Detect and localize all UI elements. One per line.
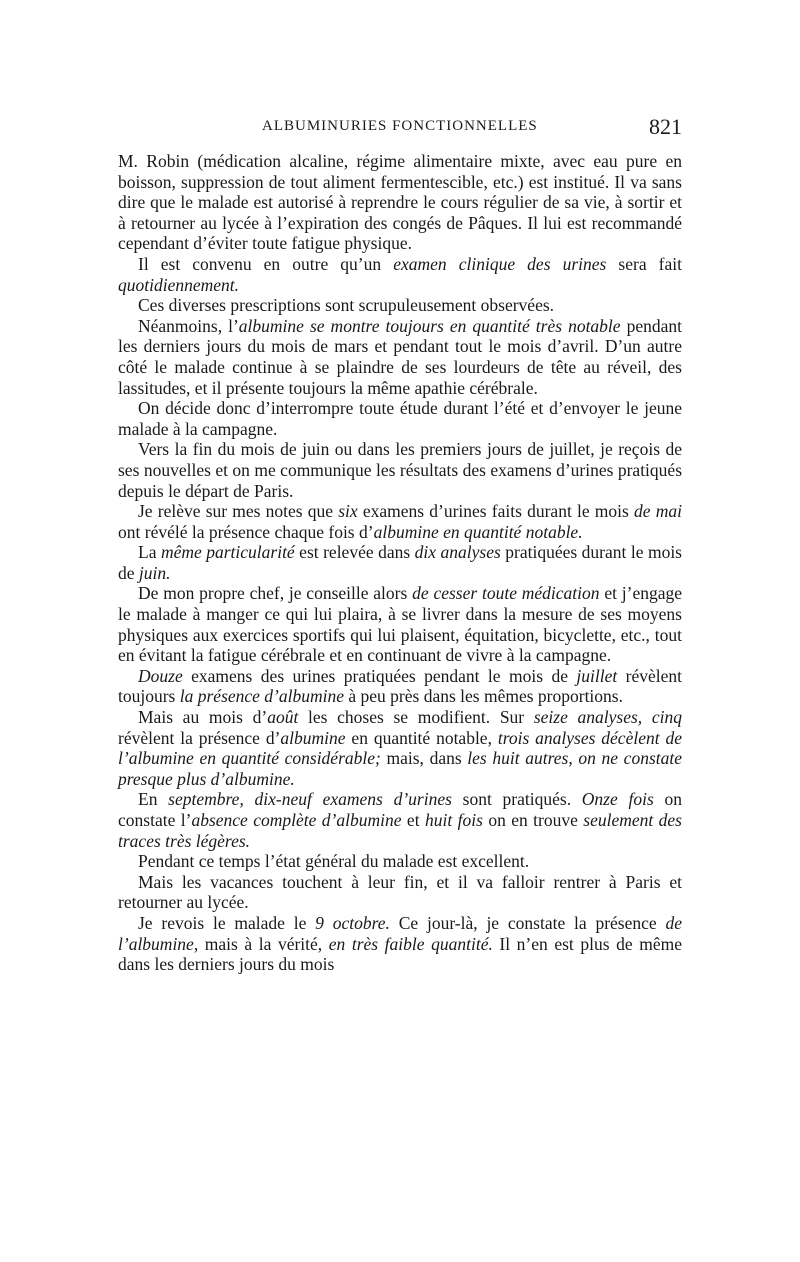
text-run: Ce jour-là, je constate la présence — [389, 912, 666, 933]
text-run: en quantité notable, — [345, 727, 498, 748]
text-run: révèlent toujours — [118, 665, 683, 707]
text-run: pratiquées durant le mois de — [118, 542, 682, 583]
text-run: sont pratiqués. — [451, 789, 582, 810]
italic-text: de cesser toute médication — [412, 583, 600, 604]
italic-text: septembre, dix-neuf examens d’urines — [168, 789, 452, 810]
italic-text: juillet — [576, 665, 618, 686]
italic-text: juin. — [138, 562, 171, 583]
italic-text: absence complète d’albumine — [191, 810, 402, 830]
page-header — [120, 114, 682, 144]
italic-text: albumine en quantité notable. — [373, 521, 583, 542]
paragraph — [118, 316, 682, 398]
text-run: et — [401, 810, 425, 830]
paragraph — [118, 151, 682, 254]
text-run: Il n’en est plus de même dans les derniers jours du mois — [118, 933, 682, 975]
paragraph — [118, 295, 682, 316]
text-run: est relevée dans — [294, 542, 415, 563]
page-number: 821 — [649, 114, 682, 139]
text-run: En — [138, 789, 169, 810]
text-run: Je relève sur mes notes que — [138, 501, 339, 522]
italic-text: de mai — [634, 501, 682, 522]
running-title: ALBUMINURIES FONCTIONNELLES — [262, 118, 538, 134]
text-run: M. Robin (médication alcaline, régime alimentaire mixte, avec eau pure en boisson, suppression de tout aliment fermentescible, etc.) est institué. Il va sans dire que le malade est autorisé à reprendre le cours régulier de sa vie, à sortir et à retourner au lycée à l’expiration des congés de Pâques. Il lui est recommandé cependant d’éviter toute fatigue physique. — [118, 151, 682, 254]
italic-text: trois analyses décèlent de l’albumine en quantité considérable; — [118, 727, 682, 769]
text-run: Ces diverses prescriptions sont scrupuleusement observées. — [138, 295, 555, 316]
text-run: ont révélé la présence chaque fois d’ — [118, 521, 374, 542]
paragraph — [118, 254, 682, 295]
italic-text: la présence d’albumine — [179, 686, 345, 707]
italic-text: albumine — [280, 727, 346, 748]
text-run: à peu près dans les mêmes proportions. — [344, 686, 623, 707]
paragraph — [118, 707, 682, 789]
paragraph — [118, 666, 682, 707]
text-run: les choses se modifient. Sur — [298, 707, 534, 728]
text-run: examens des urines pratiquées pendant le mois de — [182, 665, 577, 686]
text-run: examens d’urines faits durant le mois — [357, 501, 635, 522]
italic-text: Onze fois — [581, 789, 654, 810]
italic-text: quotidiennement. — [118, 274, 240, 295]
text-run: Néanmoins, l’ — [138, 315, 239, 336]
text-run: On décide donc d’interrompre toute étude durant l’été et d’envoyer le jeune malade à la campagne. — [118, 398, 682, 439]
paragraph — [118, 913, 682, 975]
paragraph — [118, 789, 682, 851]
italic-text: seize analyses, cinq — [533, 707, 682, 728]
paragraph — [118, 872, 682, 913]
text-run: et j’engage le malade à manger ce qui lui plaira, à se livrer dans la mesure de ses moyens physiques aux exercices sportifs qui lui plaisent, équitation, bicyclette, etc., tout en évitant la fatigue cérébrale et en continuant de vivre à la campagne. — [118, 583, 682, 666]
italic-text: en très faible quantité. — [328, 933, 493, 954]
italic-text: Douze — [138, 665, 183, 686]
italic-text: même particularité — [160, 542, 295, 563]
italic-text: six — [338, 501, 358, 522]
text-run: De mon propre chef, je conseille alors — [138, 583, 413, 604]
text-run: mais, dans — [380, 748, 468, 769]
body-text — [118, 151, 682, 975]
italic-text: 9 octobre. — [315, 912, 390, 933]
italic-text: albumine se montre toujours en quantité très notable — [238, 315, 621, 336]
italic-text: dix analyses — [414, 542, 501, 563]
paragraph — [118, 398, 682, 439]
paragraph — [118, 851, 682, 872]
italic-text: les huit autres, on ne constate presque plus d’albumine. — [118, 748, 682, 789]
text-run: sera fait — [606, 253, 682, 274]
italic-text: huit fois — [424, 810, 483, 830]
text-run: on en trouve — [482, 810, 584, 830]
text-run: La — [138, 542, 161, 563]
text-run: on constate l’ — [118, 789, 683, 830]
text-run: Mais au mois d’ — [138, 707, 268, 728]
italic-text: examen clinique des urines — [393, 253, 607, 274]
text-run: Pendant ce temps l’état général du malade est excellent. — [138, 851, 530, 872]
text-run: mais à la vérité, — [198, 933, 329, 954]
text-run: Il est convenu en outre qu’un — [138, 253, 394, 274]
text-run: Vers la fin du mois de juin ou dans les premiers jours de juillet, je reçois de ses nouvelles et on me communique les résultats des examens d’urines pratiqués depuis le départ de Paris. — [118, 439, 682, 501]
italic-text: de l’albumine, — [118, 912, 683, 954]
text-run: Je revois le malade le — [138, 912, 316, 933]
text-run: pendant les derniers jours du mois de mars et pendant tout le mois d’avril. D’un autre côté le malade continue à se plaindre de ses lourdeurs de tête au réveil, des lassitudes, et il présente toujours la même apathie cérébrale. — [118, 315, 682, 398]
paragraph — [118, 439, 682, 501]
italic-text: août — [267, 707, 299, 728]
paragraph — [118, 583, 682, 665]
paragraph — [118, 501, 682, 542]
paragraph — [118, 542, 682, 583]
text-run: révèlent la présence d’ — [118, 727, 281, 748]
italic-text: seulement des traces très légères. — [118, 810, 682, 851]
text-run: Mais les vacances touchent à leur fin, et il va falloir rentrer à Paris et retourner au lycée. — [118, 871, 682, 913]
